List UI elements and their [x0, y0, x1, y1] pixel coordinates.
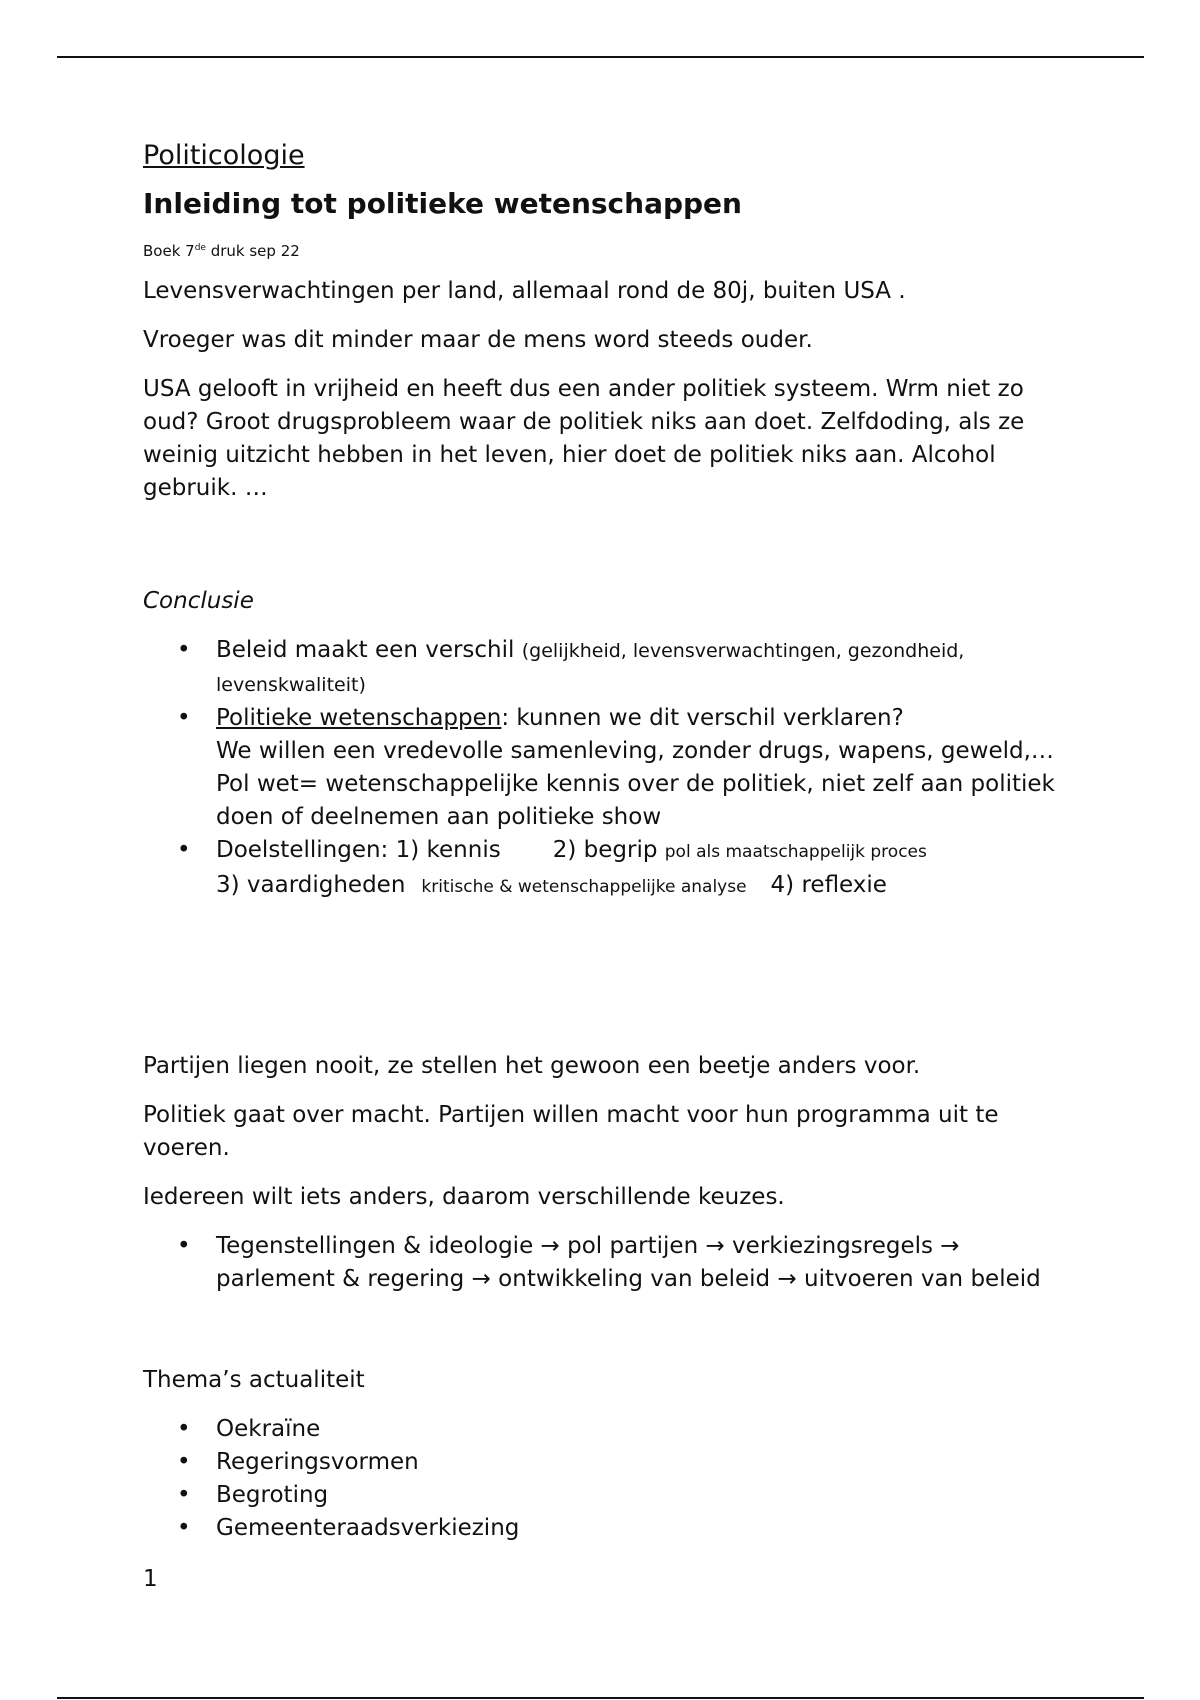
list-item: • Tegenstellingen & ideologie → pol partijen → verkiezingsregels → parlement & regering → ontwikkeling van beleid → uitvoeren van beleid — [143, 1230, 1063, 1296]
item3-goal2-small: pol als maatschappelijk proces — [664, 842, 927, 862]
list-item: • Regeringsvormen — [143, 1446, 1063, 1479]
footer-rule — [57, 1697, 1144, 1699]
meta-suffix: druk sep 22 — [205, 242, 300, 260]
item1-small: (gelijkheid, levensverwachtingen, gezondheid, levenskwaliteit) — [216, 640, 965, 696]
conclusion-list — [143, 634, 1063, 904]
item3-goal2: 2) begrip — [552, 837, 658, 863]
list-item — [143, 634, 1063, 702]
item2-term: Politieke wetenschappen — [216, 705, 502, 731]
document-title: Inleiding tot politieke wetenschappen — [143, 187, 742, 220]
list-item — [143, 834, 1063, 904]
meta-sup: de — [194, 243, 206, 253]
book-edition-note — [143, 238, 1063, 261]
process-chain-list — [143, 1230, 1063, 1296]
paragraph-past: Vroeger was dit minder maar de mens word steeds ouder. — [143, 327, 813, 353]
item1-main: Beleid maakt een verschil — [216, 637, 515, 663]
header-rule — [57, 56, 1144, 58]
item3-goal4: 4) reflexie — [770, 872, 887, 898]
list-item: • Oekraïne — [143, 1413, 1063, 1446]
conclusion-heading: Conclusie — [143, 588, 254, 614]
paragraph-power: Politiek gaat over macht. Partijen willen macht voor hun programma uit te voeren. — [143, 1102, 999, 1161]
list-item: • Begroting — [143, 1479, 1063, 1512]
paragraph-life-expectancy: Levensverwachtingen per land, allemaal rond de 80j, buiten USA . — [143, 278, 906, 304]
item3-goal3: 3) vaardigheden — [216, 872, 406, 898]
subject-title: Politicologie — [143, 140, 305, 171]
item2-rest: : kunnen we dit verschil verklaren? — [501, 705, 904, 731]
themes-list — [143, 1413, 1063, 1545]
paragraph-parties: Partijen liegen nooit, ze stellen het gewoon een beetje anders voor. — [143, 1053, 921, 1079]
themes-heading: Thema’s actualiteit — [143, 1367, 365, 1393]
item2-line3: Pol wet= wetenschappelijke kennis over de politiek, niet zelf aan politiek doen of deelnemen aan politieke show — [216, 771, 1055, 830]
page-number: 1 — [143, 1566, 158, 1592]
paragraph-choices: Iedereen wilt iets anders, daarom verschillende keuzes. — [143, 1184, 785, 1210]
paragraph-usa: USA gelooft in vrijheid en heeft dus een ander politiek systeem. Wrm niet zo oud? Groot drugsprobleem waar de politiek niks aan doet. Zelfdoding, als ze weinig uitzicht hebben in het leven, hier doet de politiek niks aan. Alcohol gebruik. … — [143, 376, 1025, 501]
item3-goal1: Doelstellingen: 1) kennis — [216, 837, 501, 863]
list-item — [143, 702, 1063, 834]
item3-goal3-small: kritische & wetenschappelijke analyse — [421, 877, 747, 897]
item2-line2: We willen een vredevolle samenleving, zonder drugs, wapens, geweld,… — [216, 738, 1054, 764]
list-item: • Gemeenteraadsverkiezing — [143, 1512, 1063, 1545]
document-body — [143, 138, 1063, 1612]
meta-prefix: Boek 7 — [143, 242, 195, 260]
